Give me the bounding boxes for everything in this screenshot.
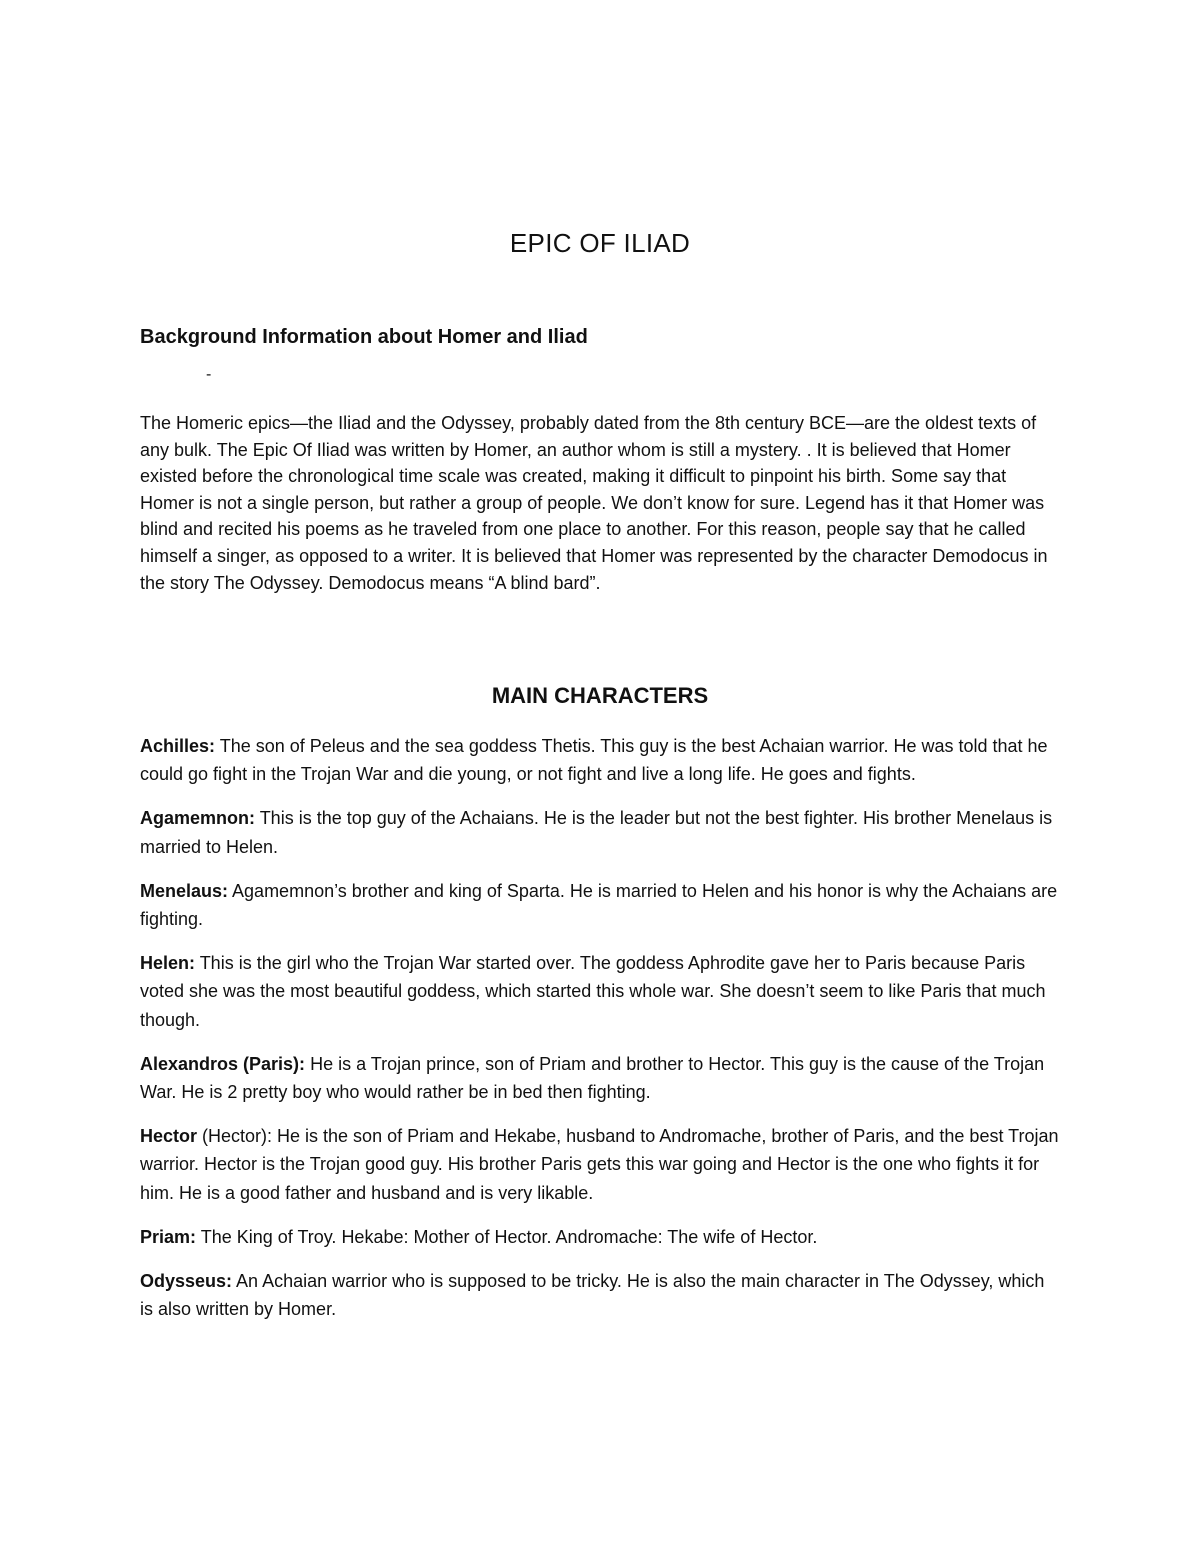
character-description: This is the top guy of the Achaians. He is the leader but not the best fighter. His brother Menelaus is married to Helen. — [140, 808, 1053, 857]
character-description: The King of Troy. Hekabe: Mother of Hector. Andromache: The wife of Hector. — [196, 1226, 818, 1247]
character-entry-agamemnon — [140, 804, 1060, 860]
character-description: This is the girl who the Trojan War started over. The goddess Aphrodite gave her to Paris because Paris voted she was the most beautiful goddess, which started this whole war. She doesn’t seem to like Paris that much though. — [140, 953, 1046, 1030]
character-description: Agamemnon’s brother and king of Sparta. He is married to Helen and his honor is why the Achaians are fighting. — [140, 880, 1058, 930]
main-characters-heading: MAIN CHARACTERS — [491, 683, 709, 708]
character-description: An Achaian warrior who is supposed to be tricky. He is also the main character in The Odyssey, which is also written by Homer. — [140, 1271, 1045, 1320]
character-list — [140, 732, 1060, 1339]
character-entry-menelaus — [140, 877, 1060, 933]
character-name: Achilles: — [140, 736, 216, 756]
background-paragraph: The Homeric epics—the Iliad and the Odyssey, probably dated from the 8th century BCE—are the oldest texts of any bulk. The Epic Of Iliad was written by Homer, an author whom is still a mystery. . It is believed that Homer existed before the chronological time scale was created, making it difficult to pinpoint his birth. Some say that Homer is not a single person, but rather a group of people. We don’t know for sure. Legend has it that Homer was blind and recited his poems as he traveled from one place to another. For this reason, people say that he called himself a singer, as opposed to a writer. It is believed that Homer was represented by the character Demodocus in the story The Odyssey. Demodocus means “A blind bard”. — [140, 413, 1048, 593]
character-name: Menelaus: — [140, 880, 229, 901]
character-entry-odysseus — [140, 1267, 1060, 1323]
character-entry-paris — [140, 1050, 1060, 1106]
character-name: Odysseus: — [140, 1271, 233, 1292]
character-entry-helen — [140, 949, 1060, 1034]
character-name: Priam: — [140, 1226, 197, 1247]
character-entry-hector — [140, 1122, 1060, 1207]
character-name: Agamemnon: — [140, 808, 256, 829]
character-description: He is a Trojan prince, son of Priam and brother to Hector. This guy is the cause of the Trojan War. He is 2 pretty boy who would rather be in bed then fighting. — [140, 1053, 1045, 1103]
background-heading: Background Information about Homer and Iliad — [140, 326, 588, 348]
character-name: Helen: — [140, 953, 196, 974]
character-name: Alexandros (Paris): — [140, 1053, 306, 1074]
character-description: The son of Peleus and the sea goddess Thetis. This guy is the best Achaian warrior. He was told that he could go fight in the Trojan War and die young, or not fight and live a long life. He goes and fights. — [140, 736, 1048, 785]
character-name: Hector — [140, 1126, 198, 1147]
character-description: (Hector): He is the son of Priam and Hekabe, husband to Andromache, brother of Paris, and the best Trojan warrior. Hector is the Trojan good guy. His brother Paris gets this war going and Hector is the one who fights it for him. He is a good father and husband and is very likable. — [140, 1126, 1059, 1203]
character-entry-achilles — [140, 732, 1060, 788]
list-dash: - — [206, 366, 212, 383]
document-title: EPIC OF ILIAD — [509, 228, 691, 258]
character-entry-priam — [140, 1223, 1060, 1251]
